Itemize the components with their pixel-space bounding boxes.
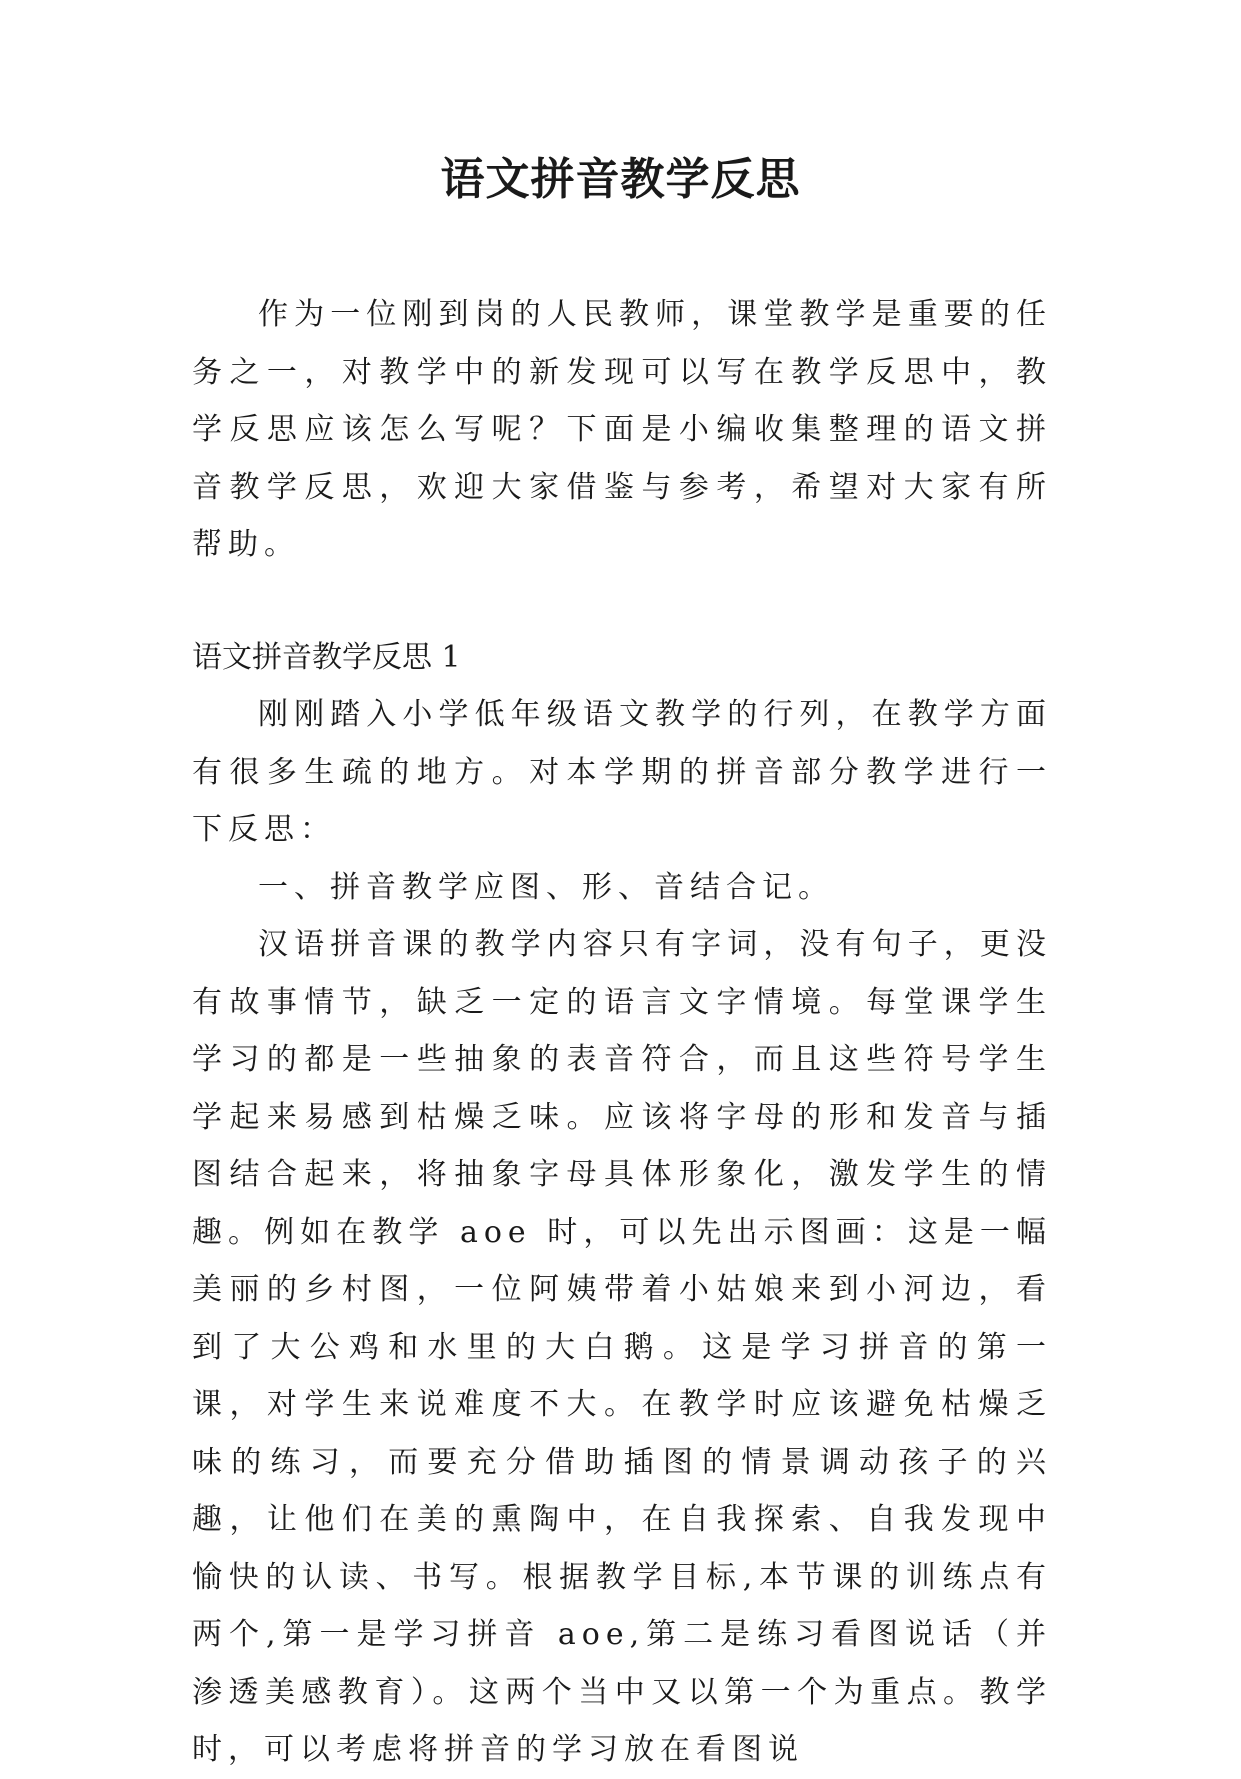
intro-paragraph: 作为一位刚到岗的人民教师，课堂教学是重要的任务之一，对教学中的新发现可以写在教学反思中，教学反思应该怎么写呢？下面是小编收集整理的语文拼音教学反思，欢迎大家借鉴与参考，希望对大家有所帮助。 — [192, 297, 1052, 562]
section-heading: 语文拼音教学反思 1 — [192, 639, 461, 675]
body-paragraph: 汉语拼音课的教学内容只有字词，没有句子，更没有故事情节，缺乏一定的语言文字情境。每堂课学生学习的都是一些抽象的表音符合，而且这些符号学生学起来易感到枯燥乏味。应该将字母的形和发音与插图结合起来，将抽象字母具体形象化，激发学生的情趣。例如在教学 aoe 时，可以先出示图画：这是一幅美丽的乡村图，一位阿姨带着小姑娘来到小河边，看到了大公鸡和水里的大白鹅。这是学习拼音的第一课，对学生来说难度不大。在教学时应该避免枯燥乏味的练习，而要充分借助插图的情景调动孩子的兴趣，让他们在美的熏陶中，在自我探索、自我发现中愉快的认读、书写。根据教学目标,本节课的训练点有两个,第一是学习拼音 aoe,第二是练习看图说话（并渗透美感教育）。这两个当中又以第一个为重点。教学时，可以考虑将拼音的学习放在看图说 — [192, 927, 1052, 1767]
body-paragraph: 刚刚踏入小学低年级语文教学的行列，在教学方面有很多生疏的地方。对本学期的拼音部分教学进行一下反思： — [192, 697, 1052, 847]
subheading-paragraph: 一、拼音教学应图、形、音结合记。 — [258, 869, 834, 905]
document-body — [192, 286, 1052, 1779]
document-title: 语文拼音教学反思 — [440, 154, 801, 205]
